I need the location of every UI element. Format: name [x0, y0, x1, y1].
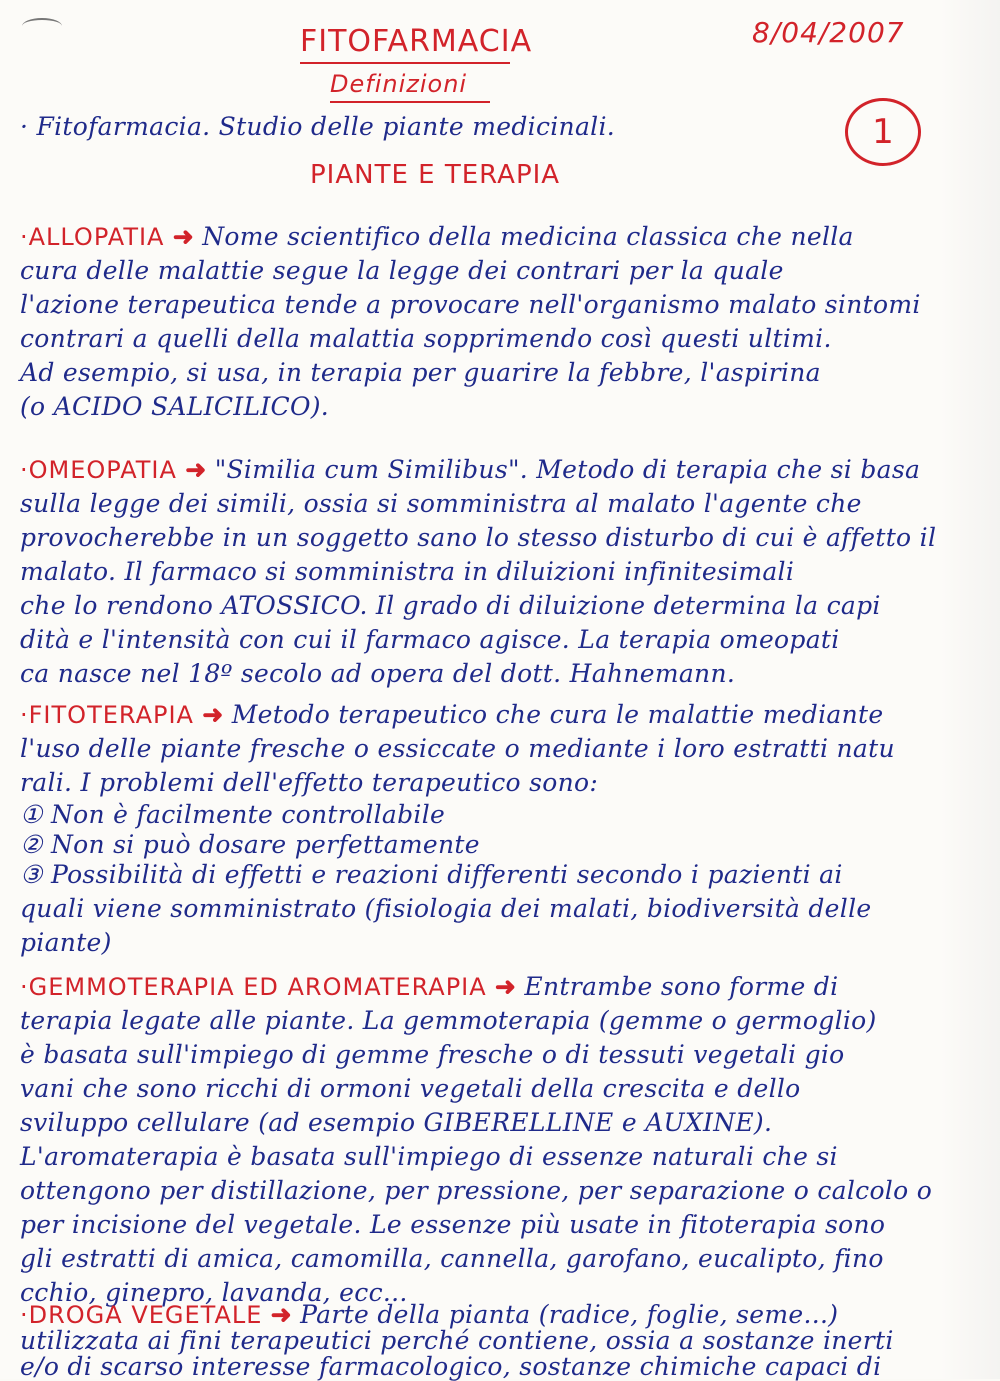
fitoterapia-line-4: ① Non è facilmente controllabile — [20, 800, 446, 829]
fitoterapia-line-1 — [20, 700, 883, 729]
omeopatia-line-6: dità e l'intensità con cui il farmaco agisce. La terapia omeopati — [20, 625, 840, 654]
right-arrow-icon: ➜ — [172, 222, 194, 251]
gemmoterapia-line-1 — [20, 972, 838, 1001]
droga-line-3: e/o di scarso interesse farmacologico, sostanze chimiche capaci di — [20, 1352, 882, 1381]
omeopatia-text: "Similia cum Similibus". Metodo di terapia che si basa — [214, 455, 921, 484]
page-date: 8/04/2007 — [752, 16, 905, 49]
droga-line-2: utilizzata ai fini terapeutici perché contiene, ossia a sostanze inerti — [20, 1326, 894, 1355]
fitoterapia-line-6: ③ Possibilità di effetti e reazioni differenti secondo i pazienti ai — [20, 860, 843, 889]
gemmoterapia-line-3: è basata sull'impiego di gemme fresche o di tessuti vegetali gio — [20, 1040, 845, 1069]
gemmoterapia-line-8: per incisione del vegetale. Le essenze più usate in fitoterapia sono — [20, 1210, 886, 1239]
gemmoterapia-line-7: ottengono per distillazione, per pressione, per separazione o calcolo o — [20, 1176, 933, 1205]
omeopatia-line-3: provocherebbe in un soggetto sano lo stesso disturbo di cui è affetto il — [20, 523, 937, 552]
omeopatia-line-1 — [20, 455, 920, 484]
allopatia-line-1 — [20, 222, 854, 251]
right-arrow-icon: ➜ — [185, 455, 207, 484]
right-arrow-icon: ➜ — [202, 700, 224, 729]
page-title: FITOFARMACIA — [300, 24, 533, 59]
omeopatia-line-4: malato. Il farmaco si somministra in diluizioni infinitesimali — [20, 557, 795, 586]
allopatia-line-5: Ad esempio, si usa, in terapia per guarire la febbre, l'aspirina — [20, 358, 821, 387]
gemmoterapia-line-4: vani che sono ricchi di ormoni vegetali della crescita e dello — [20, 1074, 801, 1103]
droga-heading: ·DROGA VEGETALE — [20, 1301, 263, 1329]
section-title: PIANTE E TERAPIA — [310, 160, 561, 190]
intro-line: · Fitofarmacia. Studio delle piante medicinali. — [20, 112, 615, 141]
fitoterapia-text: Metodo terapeutico che cura le malattie mediante — [231, 700, 884, 729]
gemmoterapia-heading: ·GEMMOTERAPIA ED AROMATERAPIA — [20, 973, 487, 1001]
page-number-badge — [845, 98, 921, 166]
fitoterapia-heading: ·FITOTERAPIA — [20, 701, 194, 729]
fitoterapia-line-2: l'uso delle piante fresche o essiccate o mediante i loro estratti natu — [20, 734, 895, 763]
fitoterapia-line-7: quali viene somministrato (fisiologia dei malati, biodiversità delle — [20, 894, 872, 923]
allopatia-line-2: cura delle malattie segue la legge dei contrari per la quale — [20, 256, 784, 285]
allopatia-text: Nome scientifico della medicina classica che nella — [202, 222, 854, 251]
gemmoterapia-line-2: terapia legate alle piante. La gemmoterapia (gemme o germoglio) — [20, 1006, 877, 1035]
droga-text: Parte della pianta (radice, foglie, seme...) — [300, 1300, 839, 1329]
fitoterapia-line-8: piante) — [20, 928, 112, 957]
omeopatia-line-7: ca nasce nel 18º secolo ad opera del dott. Hahnemann. — [20, 659, 736, 688]
page-number: 1 — [872, 112, 894, 152]
omeopatia-line-2: sulla legge dei simili, ossia si somministra al malato l'agente che — [20, 489, 862, 518]
gemmoterapia-line-9: gli estratti di amica, camomilla, cannella, garofano, eucalipto, fino — [20, 1244, 884, 1273]
title-underline — [300, 62, 510, 64]
droga-line-1 — [20, 1300, 838, 1329]
fitoterapia-line-5: ② Non si può dosare perfettamente — [20, 830, 480, 859]
pencil-mark — [22, 18, 62, 34]
allopatia-line-6: (o ACIDO SALICILICO). — [20, 392, 330, 421]
allopatia-heading: ·ALLOPATIA — [20, 223, 165, 251]
right-arrow-icon: ➜ — [270, 1300, 292, 1329]
allopatia-line-4: contrari a quelli della malattia sopprimendo così questi ultimi. — [20, 324, 832, 353]
gemmoterapia-text: Entrambe sono forme di — [524, 972, 839, 1001]
omeopatia-heading: ·OMEOPATIA — [20, 456, 177, 484]
page-edge-shadow — [940, 0, 1000, 1379]
gemmoterapia-line-6: L'aromaterapia è basata sull'impiego di essenze naturali che si — [20, 1142, 838, 1171]
right-arrow-icon: ➜ — [494, 972, 517, 1001]
subtitle-underline — [330, 101, 490, 103]
gemmoterapia-line-5: sviluppo cellulare (ad esempio GIBERELLINE e AUXINE). — [20, 1108, 773, 1137]
allopatia-line-3: l'azione terapeutica tende a provocare nell'organismo malato sintomi — [20, 290, 921, 319]
gemmoterapia-line-10: cchio, ginepro, lavanda, ecc... — [20, 1278, 408, 1307]
omeopatia-line-5: che lo rendono ATOSSICO. Il grado di diluizione determina la capi — [20, 591, 881, 620]
fitoterapia-line-3: rali. I problemi dell'effetto terapeutico sono: — [20, 768, 599, 797]
page-subtitle: Definizioni — [330, 70, 468, 98]
